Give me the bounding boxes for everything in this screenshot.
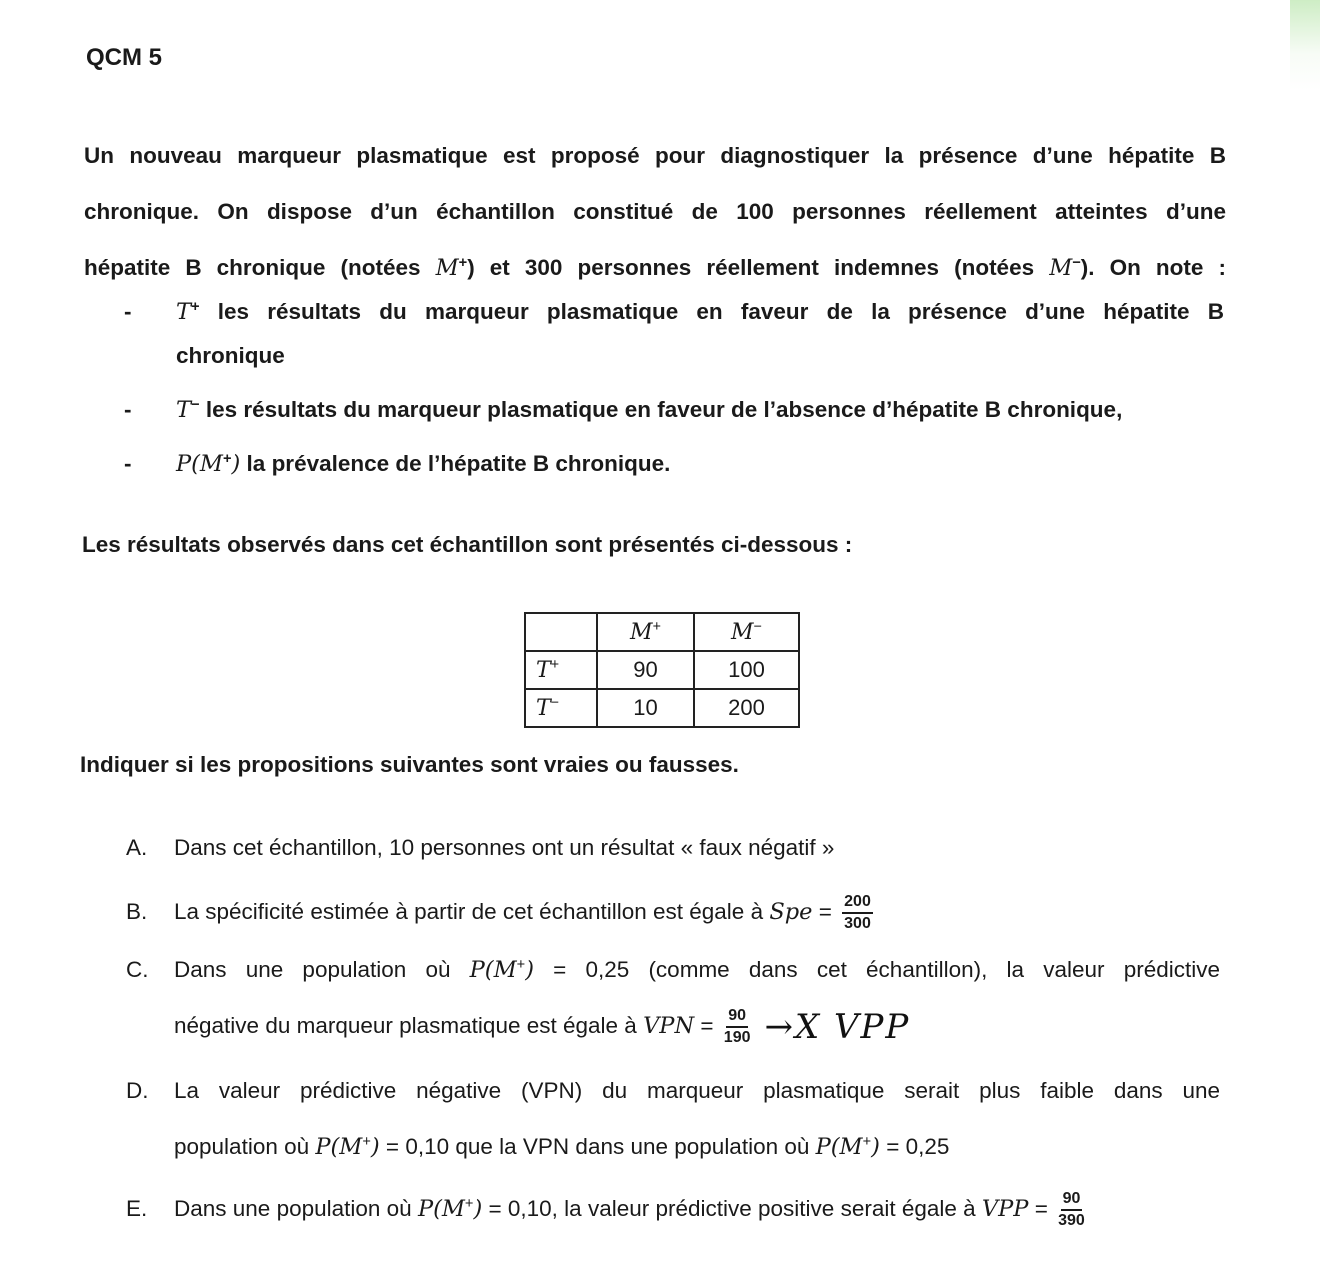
table-row: [525, 689, 799, 727]
propositions-list: [126, 820, 1220, 1237]
definition-prevalence: - P(M+) la prévalence de l’hépatite B chronique.: [124, 442, 1224, 486]
bullet-dash: -: [124, 451, 132, 476]
intro-line-1: Un nouveau marqueur plasmatique est proposé pour diagnostiquer la présence d’une hépatite B: [84, 143, 1226, 168]
proposition-letter: C.: [126, 957, 149, 982]
cell-true-negative: 200: [694, 689, 799, 727]
table-corner-cell: [525, 613, 597, 651]
proposition-c: C. Dans une population où P(M+) = 0,25 (comme dans cet échantillon), la valeur prédictive négative du marqueur plasmatique est égale à VPN = $\frac{90}{190}$ →X VPP: [126, 942, 1220, 1055]
bullet-dash: -: [124, 397, 132, 422]
intro-line-2: chronique. On dispose d’un échantillon constitué de 100 personnes réellement atteintes d’une: [84, 199, 1226, 224]
table-row: [525, 651, 799, 689]
handwritten-annotation: →X VPP: [764, 1007, 911, 1048]
instructions: Indiquer si les propositions suivantes sont vraies ou fausses.: [80, 752, 739, 777]
intro-line-3: hépatite B chronique (notées M+) et 300 personnes réellement indemnes (notées M−). On note :: [84, 254, 1226, 281]
definitions-list: [124, 290, 1224, 496]
row-header-t-minus: T−: [525, 689, 597, 727]
question-title: QCM 5: [86, 44, 163, 71]
bullet-dash: -: [124, 299, 132, 324]
proposition-d: D. La valeur prédictive négative (VPN) du marqueur plasmatique serait plus faible dans une population où P(M+) = 0,10 que la VPN dans une population où P(M+) = 0,25: [126, 1063, 1220, 1175]
col-header-m-plus: M+: [597, 613, 694, 651]
row-header-t-plus: T+: [525, 651, 597, 689]
fraction: $\frac{90}{390}$: [1058, 1190, 1085, 1230]
proposition-a: A. Dans cet échantillon, 10 personnes ont un résultat « faux négatif »: [126, 820, 1220, 876]
cell-false-positive: 100: [694, 651, 799, 689]
fraction: $\frac{200}{300}$: [844, 893, 871, 933]
scan-edge-smudge: [1290, 0, 1320, 90]
proposition-letter: B.: [126, 899, 148, 924]
cell-false-negative: 10: [597, 689, 694, 727]
proposition-b: B. La spécificité estimée à partir de cet échantillon est égale à Spe = $\frac{200}{300}$: [126, 884, 1220, 940]
intro-paragraph: [84, 128, 1226, 296]
results-intro: Les résultats observés dans cet échantillon sont présentés ci-dessous :: [82, 532, 853, 557]
definition-t-minus: - T− les résultats du marqueur plasmatique en faveur de l’absence d’hépatite B chronique,: [124, 388, 1224, 432]
proposition-letter: A.: [126, 835, 148, 860]
contingency-table: [524, 612, 800, 728]
fraction: $\frac{90}{190}$: [723, 1007, 751, 1047]
definition-t-plus: - T+ les résultats du marqueur plasmatique en faveur de la présence d’une hépatite B chronique: [124, 290, 1224, 378]
proposition-letter: E.: [126, 1196, 148, 1222]
col-header-m-minus: M−: [694, 613, 799, 651]
cell-true-positive: 90: [597, 651, 694, 689]
table-header-row: [525, 613, 799, 651]
proposition-letter: D.: [126, 1078, 149, 1104]
proposition-e: E. Dans une population où P(M+) = 0,10, la valeur prédictive positive serait égale à VPP = $\frac{90}{390}$: [126, 1181, 1220, 1237]
